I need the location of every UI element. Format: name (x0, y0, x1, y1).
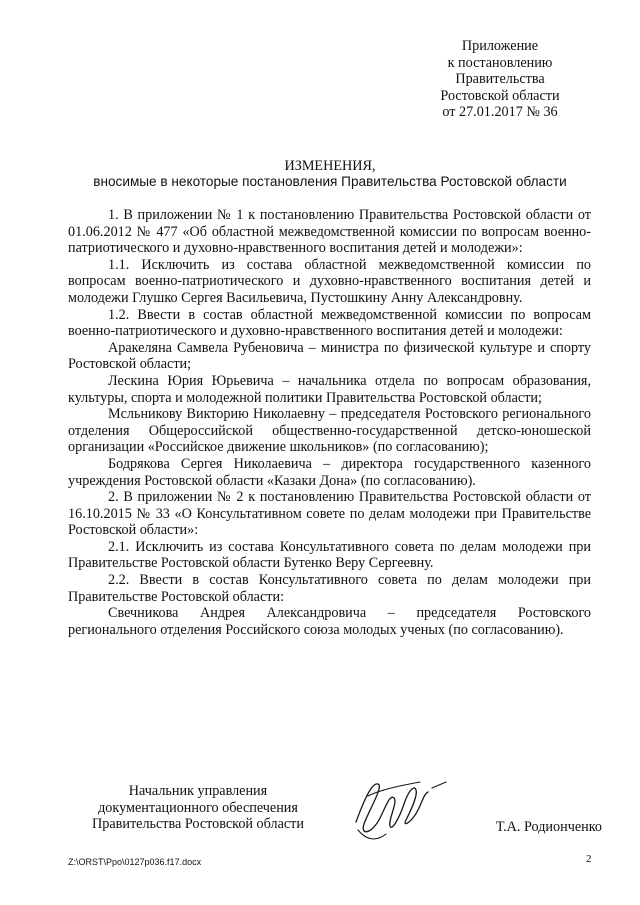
position-line-3: Правительства Ростовской области (92, 816, 304, 833)
position-line-1: Начальник управления (128, 783, 268, 799)
page-number: 2 (586, 853, 592, 865)
appendix-header (410, 38, 590, 121)
member-leskin: Лескина Юрия Юрьевича – начальника отдела по вопросам образования, культуры, спорта и молодежной политики Правительства Ростовской области; (68, 372, 591, 406)
paragraph-2-1: 2.1. Исключить из состава Консультативного совета по делам молодежи при Правительстве Ростовской области Бутенко Веру Сергеевну. (68, 538, 591, 572)
paragraph-1: 1. В приложении № 1 к постановлению Правительства Ростовской области от 01.06.2012 № 477 «Об областной межведомственной комиссии по вопросам военно-патриотического и духовно-нравственного воспитания детей и молодежи»: (68, 207, 591, 257)
signatory-position (68, 783, 328, 833)
member-arakelyan: Аракеляна Самвела Рубеновича – министра по физической культуре и спорту Ростовской области; (68, 339, 591, 373)
member-bodryakov: Бодрякова Сергея Николаевича – директора государственного казенного учреждения Ростовской области «Казаки Дона» (по согласованию). (68, 455, 591, 489)
paragraph-1-2: 1.2. Ввести в состав областной межведомственной комиссии по вопросам военно-патриотического и духовно-нравственного воспитания детей и молодежи: (68, 306, 591, 340)
appendix-line-5: от 27.01.2017 № 36 (442, 104, 558, 121)
document-title: ИЗМЕНЕНИЯ, (284, 158, 376, 174)
member-svechnikov: Свечникова Андрея Александровича – председателя Ростовского регионального отделения Российского союза молодых ученых (по согласованию). (68, 605, 591, 638)
file-path: Z:\ORST\Ppo\0127p036.f17.docx (68, 857, 202, 867)
member-melnikova: Мсльникову Викторию Николаевну – председателя Ростовского регионального отделения Общероссийской общественно-государственной детско-юношеской организации «Российское движение школьников» (по согласованию); (68, 406, 591, 456)
paragraph-2: 2. В приложении № 2 к постановлению Правительства Ростовской области от 16.10.2015 № 33 «О Консультативном совете по делам молодежи при Правительстве Ростовской области»: (68, 489, 591, 539)
document-body (68, 207, 591, 638)
handwritten-signature (328, 760, 468, 850)
signatory-name: Т.А. Родионченко (495, 819, 602, 835)
paragraph-1-1: 1.1. Исключить из состава областной межведомственной комиссии по вопросам военно-патриотического и духовно-нравственного воспитания детей и молодежи Глушко Сергея Васильевича, Пустошкину Анну Александровну. (68, 256, 591, 306)
position-line-2: документационного обеспечения (98, 799, 298, 816)
appendix-line-4: Ростовской области (440, 87, 560, 104)
appendix-line-2: к постановлению (447, 54, 553, 71)
appendix-line-1: Приложение (461, 38, 539, 54)
appendix-line-3: Правительства (455, 71, 545, 88)
paragraph-2-2: 2.2. Ввести в состав Консультативного совета по делам молодежи при Правительстве Ростовской области: (68, 572, 591, 605)
document-subtitle: вносимые в некоторые постановления Правительства Ростовской области (93, 174, 567, 189)
